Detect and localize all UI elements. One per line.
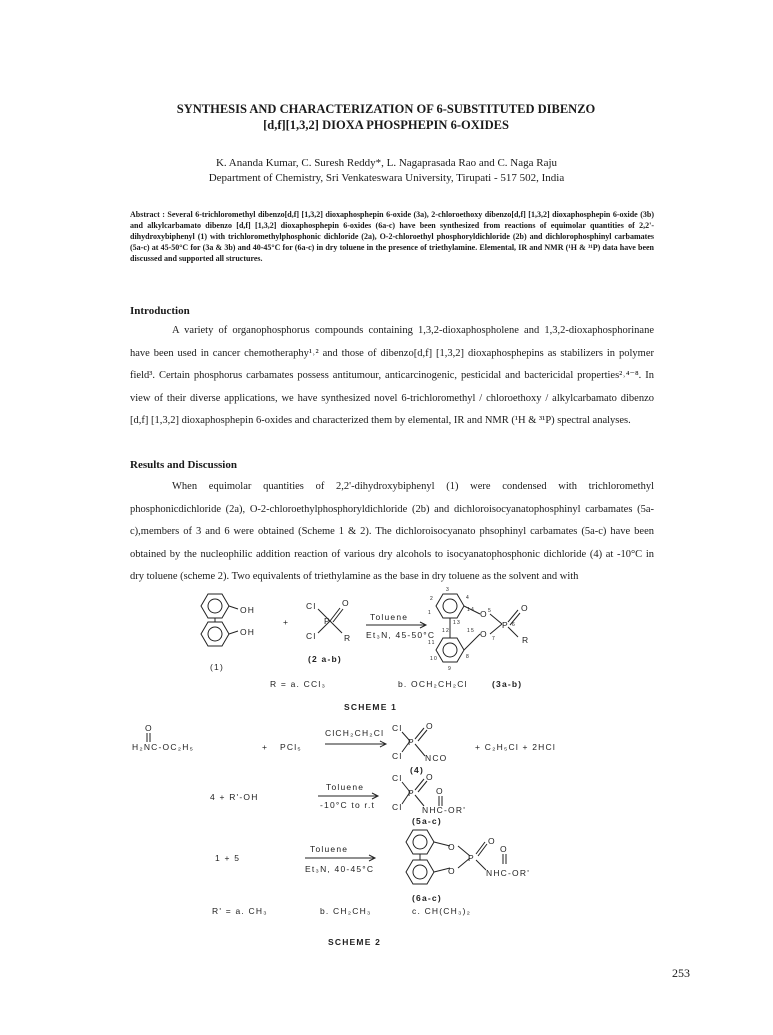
cmpd5-o-label: O [426,772,434,782]
step2-conditions: -10°C to r.t [320,800,376,810]
scheme-2-caption: SCHEME 2 [328,937,382,947]
plus-sign: + [283,617,290,627]
cmpd6-ring-o-1: O [448,842,456,852]
cmpd6-carbonyl-o: O [500,844,508,854]
cmpd4-cl-top: Cl [392,723,403,733]
ring-oxygen-1: O [480,609,488,619]
cmpd4-o-label: O [426,721,434,731]
oh-label-1: OH [240,605,256,615]
cmpd5-carbonyl-o: O [436,786,444,796]
compound-4-label: (4) [410,765,424,775]
title-line-2: [d,f][1,3,2] DIOXA PHOSPHEPIN 6-OXIDES [263,118,509,132]
atom-number-2: 2 [430,596,434,602]
atom-number-12: 12 [442,628,450,634]
pcl5-reagent: PCl₅ [280,742,302,752]
cmpd4-nco-label: NCO [425,753,448,763]
authors: K. Ananda Kumar, C. Suresh Reddy*, L. Nagaprasada Rao and C. Naga Raju [215,157,558,169]
atom-number-6: 6 [512,622,516,628]
author-block [100,156,673,186]
compound-3-label: (3a-b) [492,679,523,689]
intro-heading: Introduction [130,305,190,317]
r-prime-definition-c: c. CH(CH₃)₂ [412,906,472,916]
step2-solvent: Toluene [326,782,365,792]
paper-title [120,101,652,133]
cmpd6-tail: NHC-OR' [486,868,531,878]
o-atom-label: O [342,598,350,608]
abstract-label: Abstract : [130,210,165,219]
step3-solvent: Toluene [310,844,349,854]
arrow-conditions-below: Et₃N, 45-50°C [366,630,436,640]
reaction-schemes [130,584,660,954]
cmpd6-o-label: O [488,836,496,846]
atom-number-11: 11 [428,640,436,646]
cmpd5-cl-bottom: Cl [392,802,403,812]
product-r-label: R [522,635,530,645]
carbonyl-o-label: O [145,723,153,733]
oh-label-2: OH [240,627,256,637]
atom-number-8: 8 [466,654,470,660]
cl-left-label: Cl [306,631,317,641]
ring-oxygen-2: O [480,629,488,639]
intro-text: A variety of organophosphorus compounds containing 1,3,2-dioxaphospholene and 1,3,2-dioxaphosphorinane have been used in cancer chemotheraphy¹˒² and those of dibenzo[d,f] [1,3,2] dioxaphosphepins as stabilizers in polymer field³. Certain phosphorus carbamates possess antitumour, anticarcinogenic, pesticidal and bactericidal properties²˒⁴⁻⁸. In view of their diverse applications, we have synthesized novel 6-trichloromethyl / chloroethoxy / alkylcarbamato dibenzo [d,f] [1,3,2] dioxaphosphepin 6-oxides and characterized them by elemental, IR and NMR (¹H & ³¹P) spectral analyses. [130,325,654,426]
plus-sign-2: + [262,742,269,752]
step3-reactants: 1 + 5 [215,853,241,863]
atom-number-1: 1 [428,610,432,616]
cmpd4-cl-bottom: Cl [392,751,403,761]
arrow-reagent-above: Toluene [370,612,409,622]
compound-5-label: (5a-c) [412,816,442,826]
atom-number-9: 9 [448,666,452,672]
r-group-definition-b: b. OCH₂CH₂Cl [398,679,468,689]
step3-conditions: Et₃N, 40-45°C [305,864,375,874]
title-line-1: SYNTHESIS AND CHARACTERIZATION OF 6-SUBSTITUTED DIBENZO [176,102,596,116]
atom-number-13: 13 [453,620,461,626]
atom-number-5: 5 [488,608,492,614]
page-number: 253 [672,966,690,980]
cl-top-label: Cl [306,601,317,611]
r-prime-definition: R' = a. CH₃ [212,906,268,916]
cmpd4-p-label: P [408,737,415,747]
carbamate-reagent: H₂NC-OC₂H₅ [132,742,195,752]
results-text: When equimolar quantities of 2,2'-dihydroxybiphenyl (1) were condensed with trichloromethyl phosphonicdichloride (2a), O-2-chloroethylphosphoryldichloride (2b) and dichloroisocyanatophosphinyl carbamates (5a-c),members of 3 and 6 were obtained (Scheme 1 & 2). The dichloroisocyanato phsophinyl carbamates (5a-c) have been obtained by the nucleophilic addition reaction of various dry alcohols to isocyanatophosphonic dichloride (4) at -10°C in dry toluene (scheme 2). Two equivalents of triethylamine as the base in dry toluene as the solvent and with [130,481,654,582]
biphenyl-diol-structure [201,594,238,646]
step2-reactants: 4 + R'-OH [210,792,259,802]
scheme-1-caption: SCHEME 1 [344,702,398,712]
affiliation: Department of Chemistry, Sri Venkateswara University, Tirupati - 517 502, India [208,172,565,184]
compound-2-label: (2 a-b) [308,654,342,664]
abstract-text: Several 6-trichloromethyl dibenzo[d,f] [1,3,2] dioxaphosphepin 6-oxide (3a), 2-chloroethoxy dibenzo[d,f] [1,3,2] dioxaphosphepin 6-oxide (3b) and alkylcarbamato dibenzo [d,f] [1,3,2] dioxaphosphepin 6-oxides (6a-c) have been synthesized from reactions of equimolar quantities of 2,2'-dihydroxybiphenyl (1) with trichloromethylphosphonic dichloride (2a), O-2-chloroethyl phosphoryldichloride (2b) and dichlorophosphinyl carbamates (5a-c) at 45-50°C for (3a & 3b) and 40-45°C for (6a-c) in dry toluene in the presence of triethylamine. Elemental, IR and NMR (¹H & ³¹P) data have been discussed and supported all structures. [130,210,654,263]
solvent-label-1: ClCH₂CH₂Cl [325,728,385,738]
product-o-label: O [521,603,529,613]
atom-number-3: 3 [446,587,450,593]
results-paragraph [130,476,654,589]
atom-number-15: 15 [467,628,475,634]
atom-number-7: 7 [492,636,496,642]
compound-6-label: (6a-c) [412,893,442,903]
cmpd6-p-label: P [468,853,475,863]
atom-number-14: 14 [467,607,475,613]
r-prime-definition-b: b. CH₂CH₃ [320,906,372,916]
cmpd5-tail: NHC-OR' [422,805,467,815]
results-heading: Results and Discussion [130,459,237,471]
r-group-label: R [344,633,352,643]
cmpd6-ring-o-2: O [448,866,456,876]
atom-number-4: 4 [466,595,470,601]
r-group-definition: R = a. CCl₃ [270,679,327,689]
product-p-label: P [502,620,509,630]
abstract [130,209,654,264]
cmpd5-cl-top: Cl [392,773,403,783]
p-atom-label: P [324,616,331,626]
intro-paragraph [130,320,654,433]
byproducts-label: + C₂H₅Cl + 2HCl [475,742,556,752]
atom-number-10: 10 [430,656,438,662]
compound-1-label: (1) [210,662,224,672]
cmpd5-p-label: P [408,788,415,798]
